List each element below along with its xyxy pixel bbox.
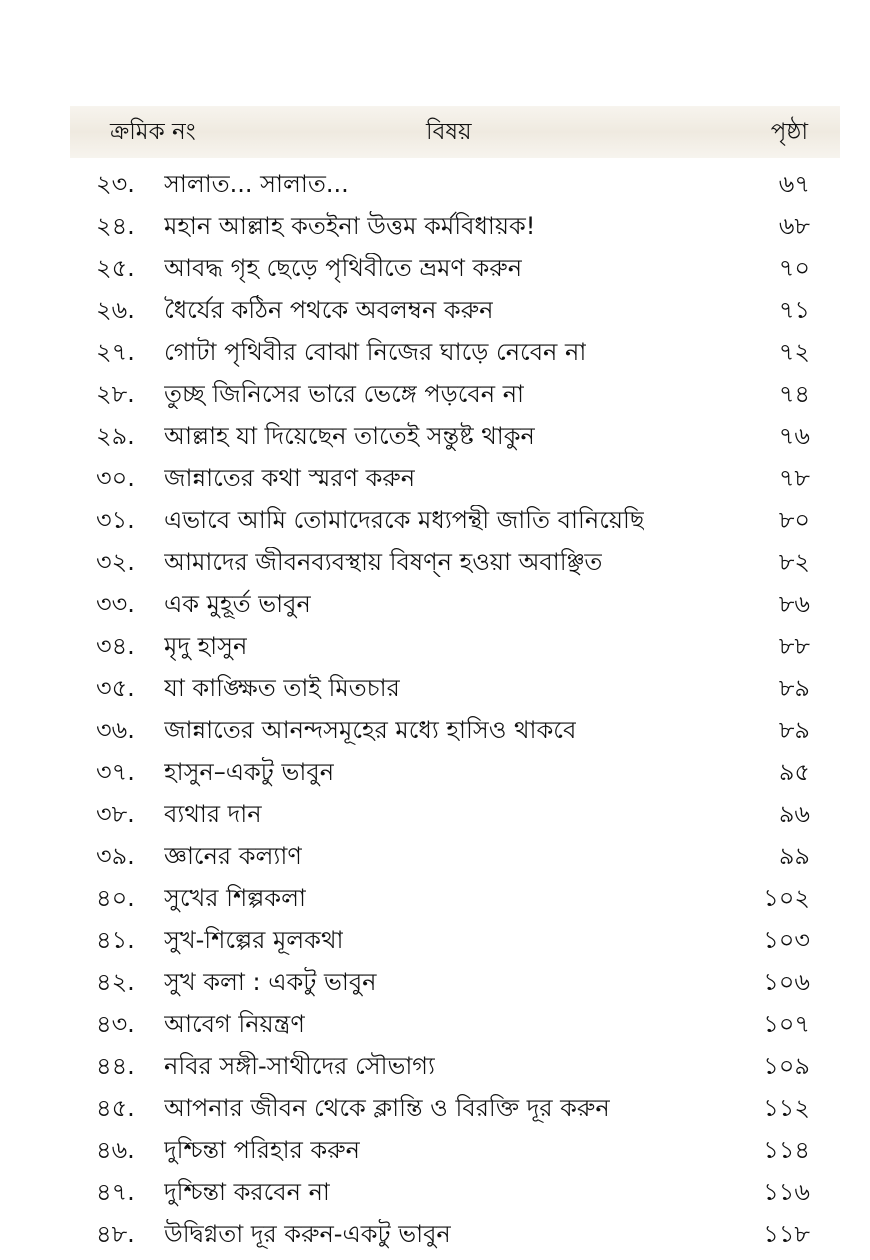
entry-page-number: ১১৪ <box>763 1136 810 1164</box>
entry-number: ৪২. <box>96 968 135 996</box>
toc-entry <box>0 793 870 835</box>
toc-entry <box>0 583 870 625</box>
entry-page-number: ১০৯ <box>763 1052 810 1080</box>
entry-title: জান্নাতের আনন্দসমূহের মধ্যে হাসিও থাকবে <box>164 716 577 744</box>
entry-title: গোটা পৃথিবীর বোঝা নিজের ঘাড়ে নেবেন না <box>164 338 587 366</box>
entry-title: আবেগ নিয়ন্ত্রণ <box>164 1010 305 1038</box>
entry-number: ২৯. <box>96 422 135 450</box>
entry-title: হাসুন–একটু ভাবুন <box>164 758 335 786</box>
toc-entry <box>0 1045 870 1087</box>
entry-number: ৪৪. <box>96 1052 135 1080</box>
entry-title: ব্যথার দান <box>164 800 262 828</box>
subject-column-header: বিষয় <box>426 119 472 145</box>
toc-entry <box>0 163 870 205</box>
entry-number: ৪০. <box>96 884 135 912</box>
toc-entry <box>0 1171 870 1213</box>
entry-number: ২৪. <box>96 212 135 240</box>
entry-page-number: ১১২ <box>763 1094 810 1122</box>
entry-title: নবির সঙ্গী-সাথীদের সৌভাগ্য <box>164 1052 435 1080</box>
entry-title: তুচ্ছ জিনিসের ভারে ভেঙ্গে পড়বেন না <box>164 380 525 408</box>
entry-number: ৪১. <box>96 926 135 954</box>
entry-title: আল্লাহ যা দিয়েছেন তাতেই সন্তুষ্ট থাকুন <box>164 422 535 450</box>
page-column-header: পৃষ্ঠা <box>770 119 808 145</box>
toc-entry <box>0 541 870 583</box>
toc-entry <box>0 373 870 415</box>
entry-number: ২৭. <box>96 338 135 366</box>
entry-page-number: ১০৩ <box>763 926 810 954</box>
entry-number: ২৩. <box>96 170 135 198</box>
entry-number: ২৬. <box>96 296 135 324</box>
entry-number: ৩৭. <box>96 758 135 786</box>
entry-number: ৪৩. <box>96 1010 135 1038</box>
entry-number: ৪৫. <box>96 1094 135 1122</box>
entry-page-number: ৭১ <box>778 296 810 324</box>
entry-title: যা কাঙ্ক্ষিত তাই মিতচার <box>164 674 400 702</box>
toc-entry <box>0 205 870 247</box>
entry-page-number: ৭৪ <box>778 380 810 408</box>
toc-entry <box>0 415 870 457</box>
entry-page-number: ১১৮ <box>763 1220 810 1248</box>
entry-title: দুশ্চিন্তা করবেন না <box>164 1178 330 1206</box>
entry-number: ৩৬. <box>96 716 135 744</box>
entry-page-number: ৭৮ <box>778 464 810 492</box>
entry-number: ৩৯. <box>96 842 135 870</box>
entry-number: ৩১. <box>96 506 135 534</box>
entry-number: ৩০. <box>96 464 135 492</box>
entry-page-number: ৮০ <box>778 506 810 534</box>
entry-page-number: ৮৬ <box>778 590 810 618</box>
toc-entry <box>0 877 870 919</box>
entry-number: ৪৬. <box>96 1136 135 1164</box>
entry-title: সুখ-শিল্পের মূলকথা <box>164 926 344 954</box>
entry-page-number: ১১৬ <box>763 1178 810 1206</box>
toc-header <box>70 106 840 158</box>
entry-page-number: ৭২ <box>778 338 810 366</box>
entry-title: আমাদের জীবনব্যবস্থায় বিষণ্ন হওয়া অবাঞ্ছিত <box>164 548 603 576</box>
entry-number: ৩২. <box>96 548 135 576</box>
entry-title: মৃদু হাসুন <box>164 632 248 660</box>
entry-page-number: ৯৫ <box>778 758 810 786</box>
entry-title: সুখের শিল্পকলা <box>164 884 306 912</box>
entry-page-number: ৮৯ <box>778 674 810 702</box>
entry-number: ২৮. <box>96 380 135 408</box>
entry-page-number: ৯৯ <box>778 842 810 870</box>
entry-page-number: ৮২ <box>778 548 810 576</box>
entry-number: ৩৩. <box>96 590 135 618</box>
entry-title: এক মুহূর্ত ভাবুন <box>164 590 311 618</box>
entry-number: ৪৮. <box>96 1220 135 1248</box>
serial-column-header: ক্রমিক নং <box>110 119 196 145</box>
toc-entry <box>0 499 870 541</box>
entry-title: জ্ঞানের কল্যাণ <box>164 842 302 870</box>
entry-title: আপনার জীবন থেকে ক্লান্তি ও বিরক্তি দূর করুন <box>164 1094 610 1122</box>
toc-entry <box>0 289 870 331</box>
entry-page-number: ১০৬ <box>763 968 810 996</box>
entry-page-number: ৬৭ <box>778 170 810 198</box>
entry-title: সুখ কলা : একটু ভাবুন <box>164 968 377 996</box>
entry-page-number: ৯৬ <box>778 800 810 828</box>
entry-page-number: ৭০ <box>778 254 810 282</box>
entry-title: দুশ্চিন্তা পরিহার করুন <box>164 1136 360 1164</box>
toc-entry <box>0 625 870 667</box>
toc-entry <box>0 961 870 1003</box>
toc-entry <box>0 1129 870 1171</box>
entry-page-number: ৭৬ <box>778 422 810 450</box>
entry-number: ২৫. <box>96 254 135 282</box>
entry-page-number: ১০২ <box>763 884 810 912</box>
toc-entry <box>0 457 870 499</box>
toc-list <box>0 163 870 1255</box>
toc-entry <box>0 751 870 793</box>
toc-entry <box>0 709 870 751</box>
toc-entry <box>0 919 870 961</box>
entry-title: আবদ্ধ গৃহ ছেড়ে পৃথিবীতে ভ্রমণ করুন <box>164 254 523 282</box>
entry-title: সালাত... সালাত... <box>164 170 349 198</box>
entry-page-number: ৮৮ <box>778 632 810 660</box>
toc-entry <box>0 1213 870 1255</box>
entry-title: উদ্বিগ্নতা দূর করুন-একটু ভাবুন <box>164 1220 451 1248</box>
entry-title: এভাবে আমি তোমাদেরকে মধ্যপন্থী জাতি বানিয়েছি <box>164 506 645 534</box>
entry-page-number: ৮৯ <box>778 716 810 744</box>
entry-number: ৪৭. <box>96 1178 135 1206</box>
entry-page-number: ১০৭ <box>763 1010 810 1038</box>
toc-entry <box>0 1087 870 1129</box>
toc-entry <box>0 331 870 373</box>
toc-entry <box>0 835 870 877</box>
entry-page-number: ৬৮ <box>778 212 810 240</box>
entry-title: জান্নাতের কথা স্মরণ করুন <box>164 464 416 492</box>
entry-number: ৩৮. <box>96 800 135 828</box>
entry-number: ৩৫. <box>96 674 135 702</box>
entry-title: ধৈর্যের কঠিন পথকে অবলম্বন করুন <box>164 296 494 324</box>
entry-number: ৩৪. <box>96 632 135 660</box>
toc-entry <box>0 1003 870 1045</box>
toc-entry <box>0 247 870 289</box>
entry-title: মহান আল্লাহ কতইনা উত্তম কর্মবিধায়ক! <box>164 212 536 240</box>
toc-entry <box>0 667 870 709</box>
